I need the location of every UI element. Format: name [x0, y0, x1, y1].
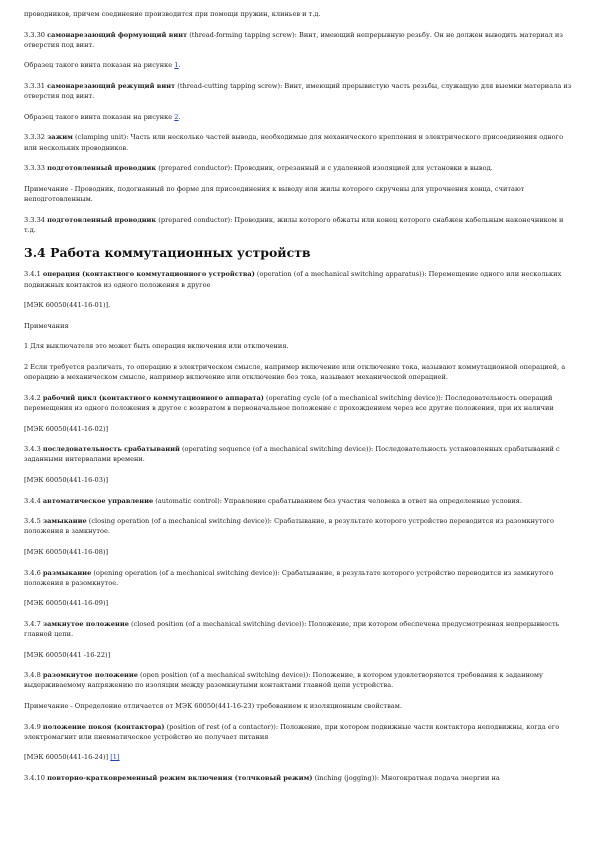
note: Примечание - Определение отличается от МЭК 60050(441-16-23) требованием к изоляционным свойствам.	[24, 702, 402, 711]
definition-text: (position of rest (of a contactor)): Положение, при котором подвижные части контактора неподвижны, когда его электромагнит или пневматическое устройство не получает питания	[24, 722, 560, 741]
definition-3-3-34	[24, 215, 572, 235]
term: самонарезающий режущий винт	[47, 81, 176, 90]
figure-reference-end: .	[178, 61, 181, 70]
definition-text: (closed position (of a mechanical switching device)): Положение, при котором обеспечена предусмотренная непрерывность главной цепи.	[24, 619, 560, 639]
term: размыкание	[42, 568, 92, 577]
definition-3-4-10	[24, 773, 572, 783]
clause-number: 3.3.34	[24, 215, 45, 224]
definition-3-3-32	[24, 132, 572, 152]
standard-reference: [МЭК 60050(441-16-09)]	[24, 599, 109, 608]
clause-number: 3.4.8	[24, 671, 41, 680]
definition-text: (inching (jogging)): Многократная подача энергии на	[312, 774, 500, 783]
definition-3-4-8	[24, 670, 572, 690]
definition-text: (clamping unit): Часть или несколько частей вывода, необходимые для механического крепления и электрического присоединения одного или нескольких проводников.	[24, 133, 564, 152]
standard-reference-text: [МЭК 60050(441-16-24)]	[24, 753, 111, 762]
definition-text: (operating cycle (of a mechanical switching device)): Последовательность операций перемещения из одного положения в другое с возвратом в первоначальное положение с прохождением через все другие положения, при их наличии	[24, 393, 554, 412]
definition-3-4-7	[24, 619, 572, 639]
definition-text: (prepared conductor): Проводник, отрезанный и с удаленной изоляцией для установки в вывод.	[156, 164, 493, 173]
clause-number: 3.4.9	[24, 722, 41, 731]
figure-reference	[24, 60, 572, 70]
standard-reference: [МЭК 60050(441 -16-22)]	[24, 650, 111, 659]
clause-number: 3.4.10	[24, 774, 45, 783]
definition-3-4-2	[24, 393, 572, 413]
standard-reference: [МЭК 60050(441-16-02)]	[24, 424, 109, 433]
definition-3-4-9	[24, 722, 572, 742]
figure-reference-text: Образец такого винта показан на рисунке	[24, 61, 175, 70]
clause-number: 3.4.3	[24, 445, 41, 454]
term: положение покоя (контактора)	[42, 722, 165, 731]
definition-text: (prepared conductor): Проводник, жилы которого обжаты или конец которого снабжен кабельным наконечником и т.д.	[24, 215, 564, 234]
clause-number: 3.3.31	[24, 81, 45, 90]
figure-1-link[interactable]: 1	[174, 61, 179, 70]
term: автоматическое управление	[42, 496, 154, 505]
definition-text: (operation (of a mechanical switching apparatus)): Перемещение одного или нескольких подвижных контактов из одного положения в другое	[24, 270, 562, 289]
clause-number: 3.4.1	[24, 270, 41, 279]
definition-text: (opening operation (of a mechanical switching device)): Срабатывание, в результате которого устройство переводится из замкнутого положения в разомкнутое.	[24, 568, 554, 587]
definition-3-3-30	[24, 30, 572, 50]
definition-text: (operating sequence (of a mechanical switching device)): Последовательность установленных срабатываний с заданными интервалами времени.	[24, 445, 560, 464]
definition-3-4-6	[24, 568, 572, 588]
definition-text: (closing operation (of a mechanical switching device)): Срабатывание, в результате которого устройство переводится из разомкнутого положения в замкнутое.	[24, 517, 554, 536]
definition-3-4-5	[24, 516, 572, 536]
note: Примечание - Проводник, подогнанный по форме для присоединения к выводу или жилы которого скручены для упрочнения конца, считают неподготовленным.	[24, 184, 525, 203]
clause-number: 3.4.7	[24, 619, 41, 628]
clause-number: 3.4.4	[24, 496, 41, 505]
term: замыкание	[42, 517, 87, 526]
term: повторно-кратковременный режим включения (толчковый режим)	[47, 774, 313, 783]
figure-reference	[24, 112, 572, 122]
clause-number: 3.3.33	[24, 164, 45, 173]
term: зажим	[47, 133, 73, 142]
figure-2-link[interactable]: 2	[174, 112, 179, 121]
definition-text: (open position (of a mechanical switching device)): Положение, в котором удовлетворяются требования к заданному выдерживаемому напряжению по изоляции между разомкнутыми контактами главной цепи устройства.	[24, 671, 543, 690]
note-2: 2 Если требуется различать, то операцию в электрическом смысле, например включение или отключение тока, называют коммутационной операцией, а операцию в механическом смысле, например включение или отключение без тока, называют механической операцией.	[24, 362, 566, 382]
definition-text: (thread-forming tapping screw): Винт, имеющий непрерывную резьбу. Он не должен выводить материал из отверстия под винт.	[24, 30, 563, 49]
paragraph: проводников, причем соединение производится при помощи пружин, клиньев и т.д.	[24, 10, 321, 18]
notes-title: Примечания	[24, 321, 69, 330]
definition-text: (automatic control): Управление срабатыванием без участия человека в ответ на определенные условия.	[153, 496, 522, 505]
term: операция (контактного коммутационного устройства)	[42, 270, 255, 279]
standard-reference: [МЭК 60050(441-16-03)]	[24, 475, 109, 484]
definition-3-3-33	[24, 163, 572, 173]
note-1: 1 Для выключателя это может быть операция включения или отключения.	[24, 342, 289, 351]
term: подготовленный проводник	[47, 164, 157, 173]
clause-number: 3.3.32	[24, 133, 45, 142]
bibliography-link[interactable]: [1]	[110, 753, 120, 762]
clause-number: 3.4.6	[24, 568, 41, 577]
definition-3-4-1	[24, 269, 572, 289]
definition-3-3-31	[24, 81, 572, 101]
document-page	[24, 9, 572, 794]
term: замкнутое положение	[42, 619, 129, 628]
term: разомкнутое положение	[42, 671, 138, 680]
standard-reference	[24, 752, 572, 762]
definition-text: (thread-cutting tapping screw): Винт, имеющий прерывистую часть резьбы, служащую для выемки материала из отверстия под винт.	[24, 81, 572, 101]
section-heading: 3.4 Работа коммутационных устройств	[24, 245, 311, 261]
definition-3-4-4	[24, 496, 572, 506]
term: самонарезающий формующий винт	[47, 30, 188, 39]
clause-number: 3.3.30	[24, 30, 45, 39]
figure-reference-end: .	[178, 112, 181, 121]
standard-reference: [МЭК 60050(441-16-08)]	[24, 547, 109, 556]
term: последовательность срабатываний	[42, 445, 180, 454]
definition-3-4-3	[24, 444, 572, 464]
standard-reference: [МЭК 60050(441-16-01)].	[24, 301, 111, 310]
clause-number: 3.4.2	[24, 393, 41, 402]
clause-number: 3.4.5	[24, 517, 41, 526]
term: рабочий цикл (контактного коммутационного аппарата)	[42, 393, 264, 402]
figure-reference-text: Образец такого винта показан на рисунке	[24, 112, 175, 121]
term: подготовленный проводник	[47, 215, 157, 224]
